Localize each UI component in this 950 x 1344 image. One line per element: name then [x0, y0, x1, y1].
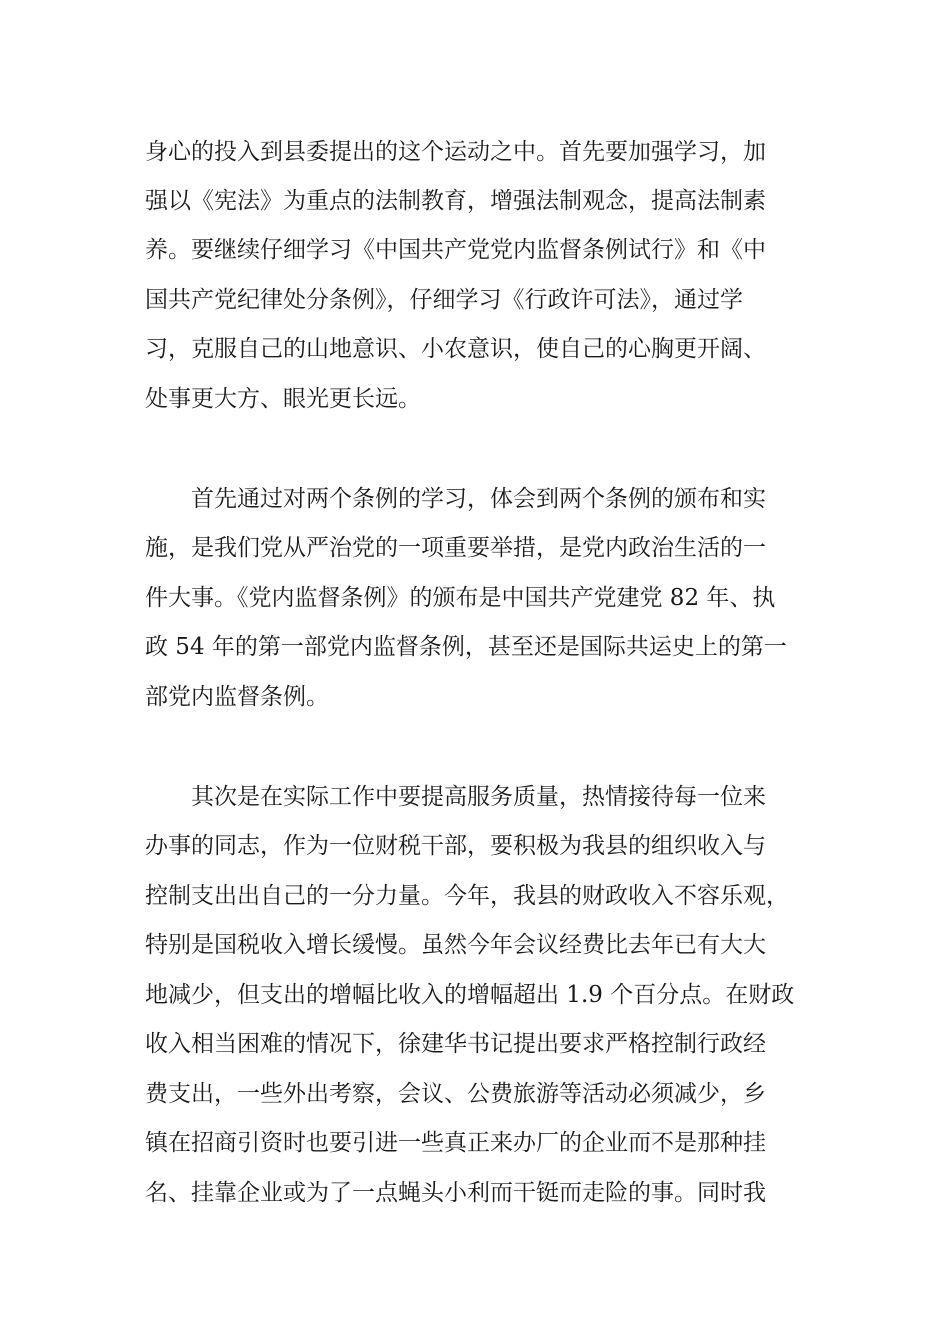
text-line: 国共产党纪律处分条例》，仔细学习《行政许可法》，通过学	[145, 287, 743, 313]
text-line: 收入相当困难的情况下，徐建华书记提出要求严格控制行政经	[145, 1031, 766, 1057]
text-line: 办事的同志，作为一位财税干部，要积极为我县的组织收入与	[145, 833, 766, 859]
text-line: 镇在招商引资时也要引进一些真正来办厂的企业而不是那种挂	[145, 1130, 766, 1156]
text-line: 特别是国税收入增长缓慢。虽然今年会议经费比去年已有大大	[145, 932, 766, 958]
text-line: 件大事。《党内监督条例》的颁布是中国共产党建党 82 年、执	[145, 585, 776, 611]
text-line: 名、挂靠企业或为了一点蝇头小利而干铤而走险的事。同时我	[145, 1180, 766, 1206]
text-line: 控制支出出自己的一分力量。今年，我县的财政收入不容乐观，	[145, 883, 789, 909]
text-line: 地减少，但支出的增幅比收入的增幅超出 1.9 个百分点。在财政	[145, 982, 795, 1008]
text-line: 部党内监督条例。	[145, 684, 329, 710]
text-line: 首先通过对两个条例的学习，体会到两个条例的颁布和实	[191, 486, 766, 512]
text-line: 其次是在实际工作中要提高服务质量，热情接待每一位来	[191, 784, 766, 810]
text-line: 强以《宪法》为重点的法制教育，增强法制观念，提高法制素	[145, 188, 766, 214]
text-line: 身心的投入到县委提出的这个运动之中。首先要加强学习，加	[145, 139, 766, 165]
text-line: 费支出，一些外出考察，会议、公费旅游等活动必须减少，乡	[145, 1081, 766, 1107]
text-line: 养。要继续仔细学习《中国共产党党内监督条例试行》和《中	[145, 237, 766, 263]
text-line: 政 54 年的第一部党内监督条例，甚至还是国际共运史上的第一	[145, 634, 787, 660]
text-line: 习，克服自己的山地意识、小农意识，使自己的心胸更开阔、	[145, 336, 766, 362]
text-line: 处事更大方、眼光更长远。	[145, 386, 421, 412]
text-line: 施，是我们党从严治党的一项重要举措，是党内政治生活的一	[145, 535, 766, 561]
